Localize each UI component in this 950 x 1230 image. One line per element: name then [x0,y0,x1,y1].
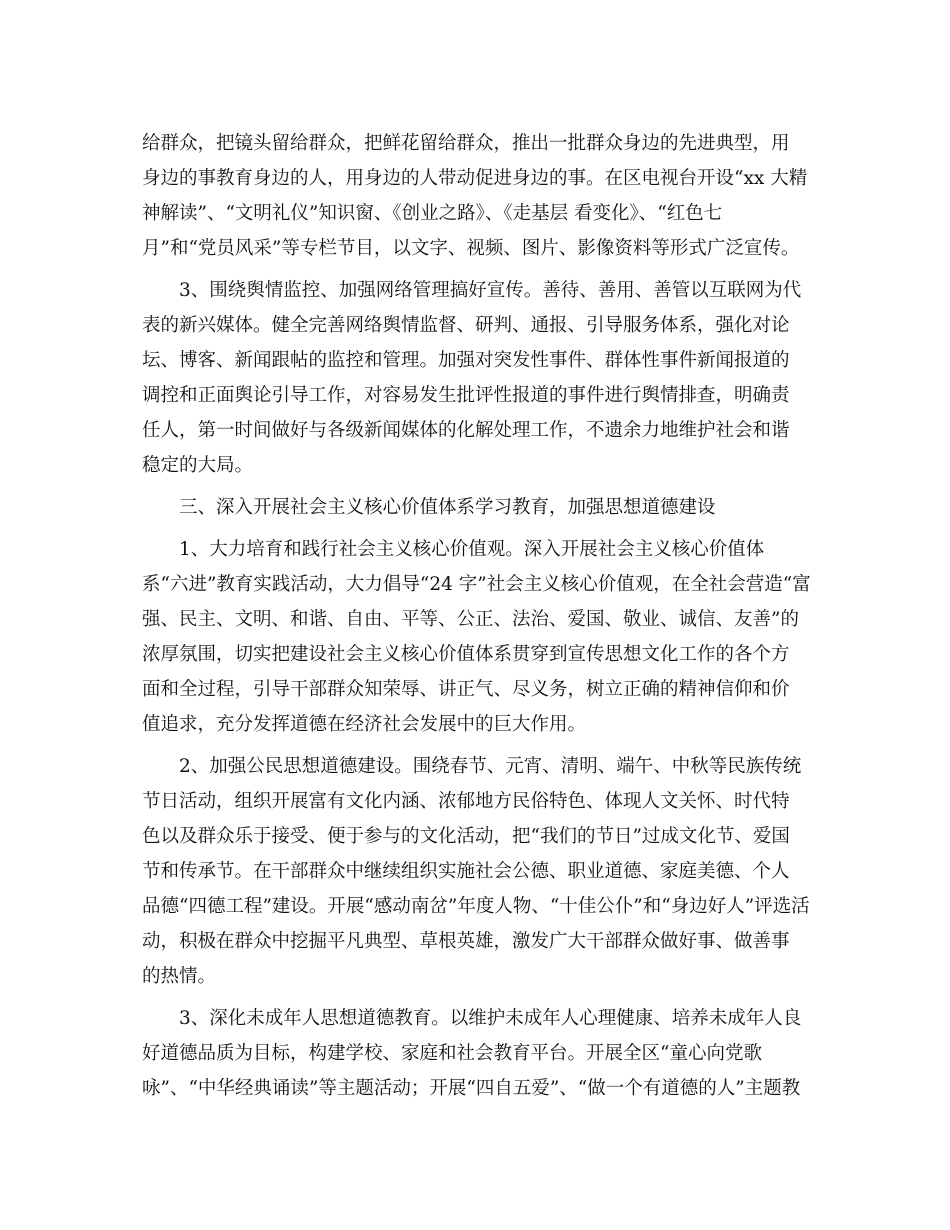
text-line: 节日活动，组织开展富有文化内涵、浓郁地方民俗特色、体现人文关怀、时代特 [142,791,790,812]
text-line: 色以及群众乐于接受、便于参与的文化活动，把“我们的节日”过成文化节、爱国 [142,826,790,847]
text-line: 节和传承节。在干部群众中继续组织实施社会公德、职业道德、家庭美德、个人 [142,861,790,882]
paragraph [142,749,810,994]
paragraph [142,126,810,266]
text-line: 坛、博客、新闻跟帖的监控和管理。加强对突发性事件、群体性事件新闻报道的 [142,350,790,371]
paragraph [142,273,810,483]
text-line: 面和全过程，引导干部群众知荣辱、讲正气、尽义务，树立正确的精神信仰和价 [142,679,790,700]
paragraph [142,532,810,742]
heading-line: 三、深入开展社会主义核心价值体系学习教育，加强思想道德建设 [179,497,716,518]
text-line: 1、大力培育和践行社会主义核心价值观。深入开展社会主义核心价值体 [179,539,765,560]
paragraph [142,1001,810,1106]
document-body [142,126,810,1106]
text-line: 3、围绕舆情监控、加强网络管理搞好宣传。善待、善用、善管以互联网为代 [179,280,802,301]
text-line: 品德“四德工程”建设。开展“感动南岔”年度人物、“十佳公仆”和“身边好人”评选活 [142,896,810,917]
text-line: 值追求，充分发挥道德在经济社会发展中的巨大作用。 [142,714,587,735]
text-line: 任人，第一时间做好与各级新闻媒体的化解处理工作，不遗余力地维护社会和谐 [142,420,790,441]
text-line: 强、民主、文明、和谐、自由、平等、公正、法治、爱国、敬业、诚信、友善”的 [142,609,799,630]
text-line: 动，积极在群众中挖掘平凡典型、草根英雄，激发广大干部群众做好事、做善事 [142,931,790,952]
section-heading [142,490,810,525]
text-line: 好道德品质为目标，构建学校、家庭和社会教育平台。开展全区“童心向党歌 [142,1043,762,1064]
text-line: 咏”、“中华经典诵读”等主题活动；开展“四自五爱”、“做一个有道德的人”主题教 [142,1078,801,1099]
text-line: 调控和正面舆论引导工作，对容易发生批评性报道的事件进行舆情排查，明确责 [142,385,790,406]
text-line: 给群众，把镜头留给群众，把鲜花留给群众，推出一批群众身边的先进典型，用 [142,133,790,154]
text-line: 月”和“党员风采”等专栏节目，以文字、视频、图片、影像资料等形式广泛宣传。 [142,238,800,259]
text-line: 浓厚氛围，切实把建设社会主义核心价值体系贯穿到宣传思想文化工作的各个方 [142,644,790,665]
text-line: 身边的事教育身边的人，用身边的人带动促进身边的事。在区电视台开设“xx 大精 [142,168,808,189]
text-line: 3、深化未成年人思想道德教育。以维护未成年人心理健康、培养未成年人良 [179,1008,802,1029]
text-line: 表的新兴媒体。健全完善网络舆情监督、研判、通报、引导服务体系，强化对论 [142,315,790,336]
text-line: 2、加强公民思想道德建设。围绕春节、元宵、清明、端午、中秋等民族传统 [179,756,802,777]
text-line: 神解读”、“文明礼仪”知识窗、《创业之路》、《走基层 看变化》、“红色七 [142,203,723,224]
text-line: 系“六进”教育实践活动，大力倡导“24 字”社会主义核心价值观，在全社会营造“富 [142,574,811,595]
text-line: 稳定的大局。 [142,455,254,476]
text-line: 的热情。 [142,966,217,987]
